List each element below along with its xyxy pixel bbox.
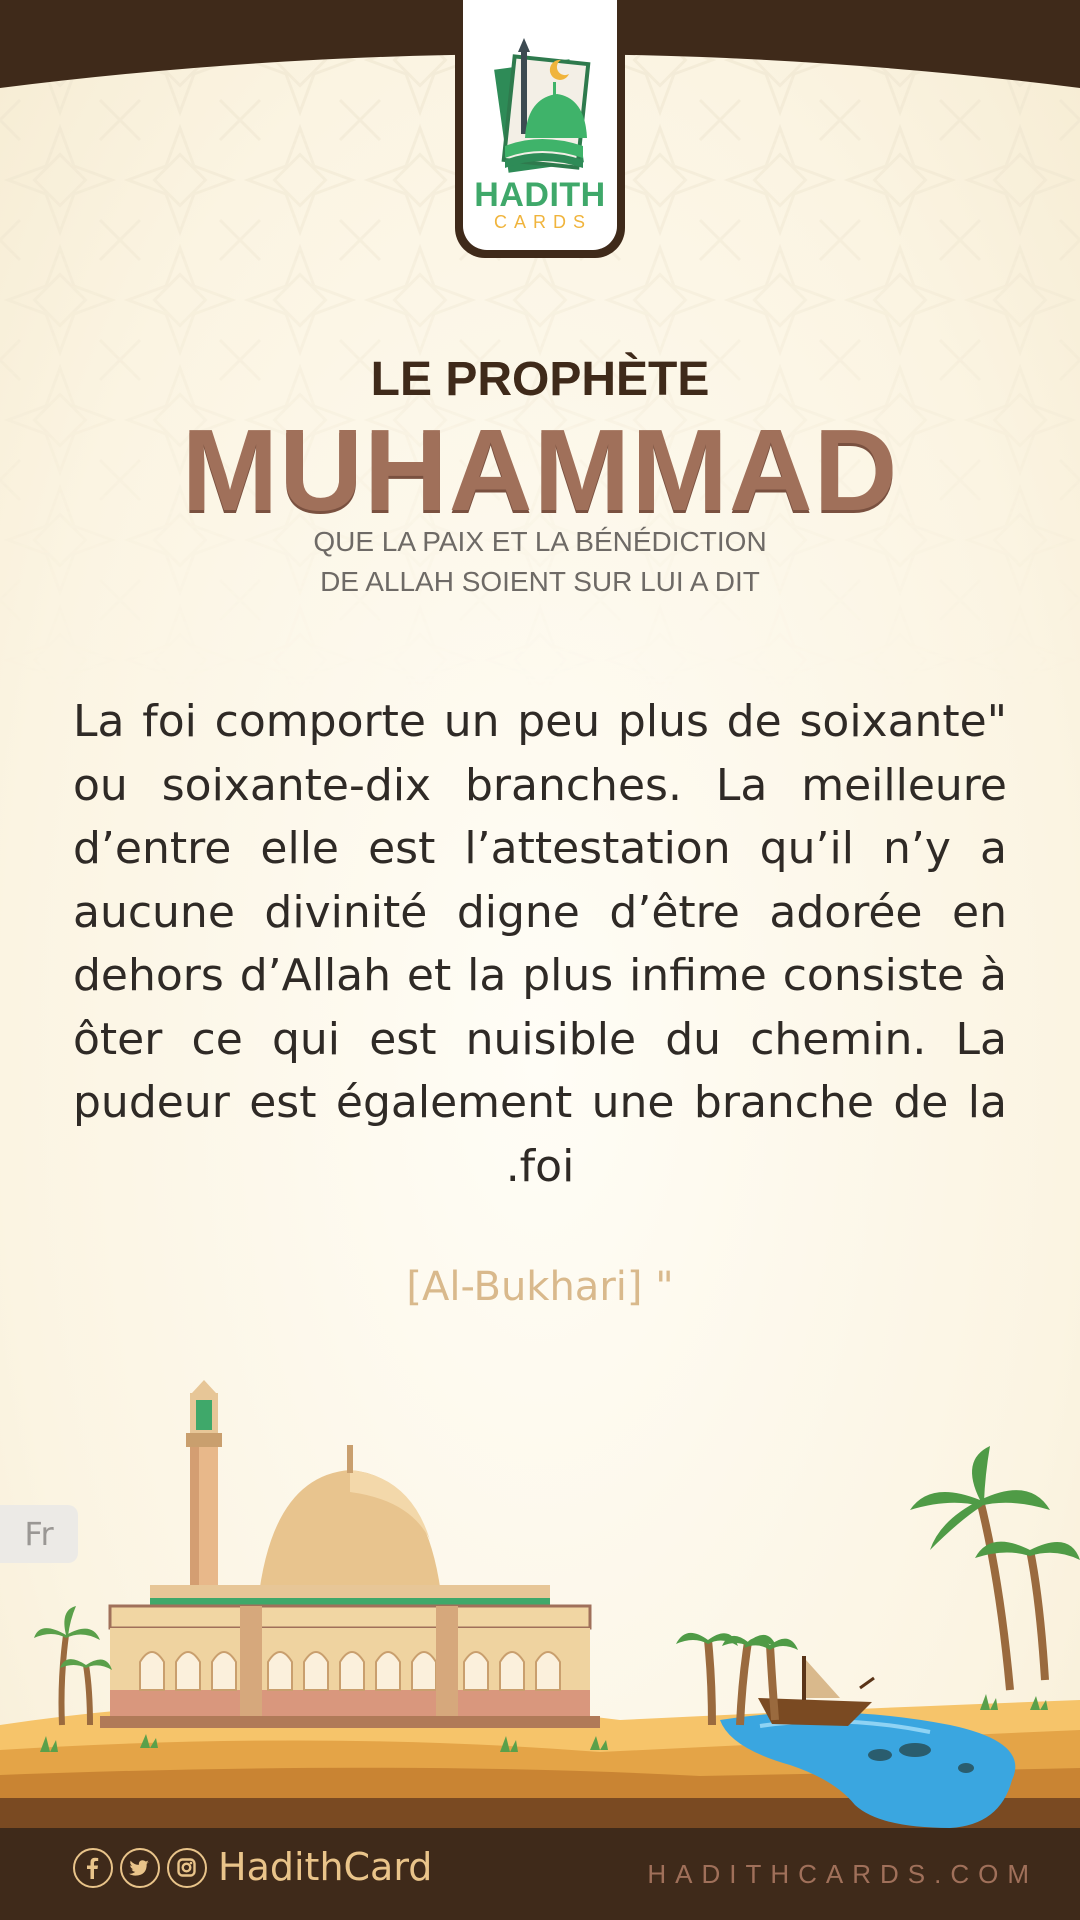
logo-card — [463, 0, 617, 250]
blessing-line-1: QUE LA PAIX ET LA BÉNÉDICTION — [313, 526, 767, 557]
logo-subtitle: CARDS — [493, 212, 592, 232]
heading-prophet: LE PROPHÈTE — [370, 353, 710, 406]
hadith-source: [Al-Bukhari] " — [406, 1264, 674, 1310]
facebook-icon[interactable] — [73, 1848, 113, 1888]
mosque-desert-illustration — [0, 1380, 1080, 1830]
language-tab[interactable]: Fr — [0, 1505, 78, 1563]
mosque-building — [100, 1380, 600, 1728]
hadith-text: La foi comporte un peu plus de soixante" ou soixante-dix branches. La meilleure d’entre elle est l’attestation qu’il n’y a aucune divinité digne d’être adorée en dehors d’Allah et la plus infime consiste à ôter ce qui est nuisible du chemin. La pudeur est également une branche de la .foi — [73, 696, 1007, 1192]
footer-bar — [0, 1828, 1080, 1920]
instagram-icon[interactable] — [167, 1848, 207, 1888]
twitter-icon[interactable] — [120, 1848, 160, 1888]
blessing-text — [0, 522, 1080, 602]
palm-trees-left — [62, 1635, 91, 1725]
website-link[interactable]: HADITHCARDS.COM — [647, 1859, 1038, 1889]
logo-tab — [455, 0, 625, 258]
social-handle: HadithCard — [218, 1845, 433, 1889]
logo-wordmark: HADITH — [474, 176, 606, 214]
blessing-line-2: DE ALLAH SOIENT SUR LUI A DIT — [320, 566, 760, 597]
heading-name: MUHAMMAD — [181, 405, 899, 535]
mosque-logo-icon — [491, 36, 591, 176]
